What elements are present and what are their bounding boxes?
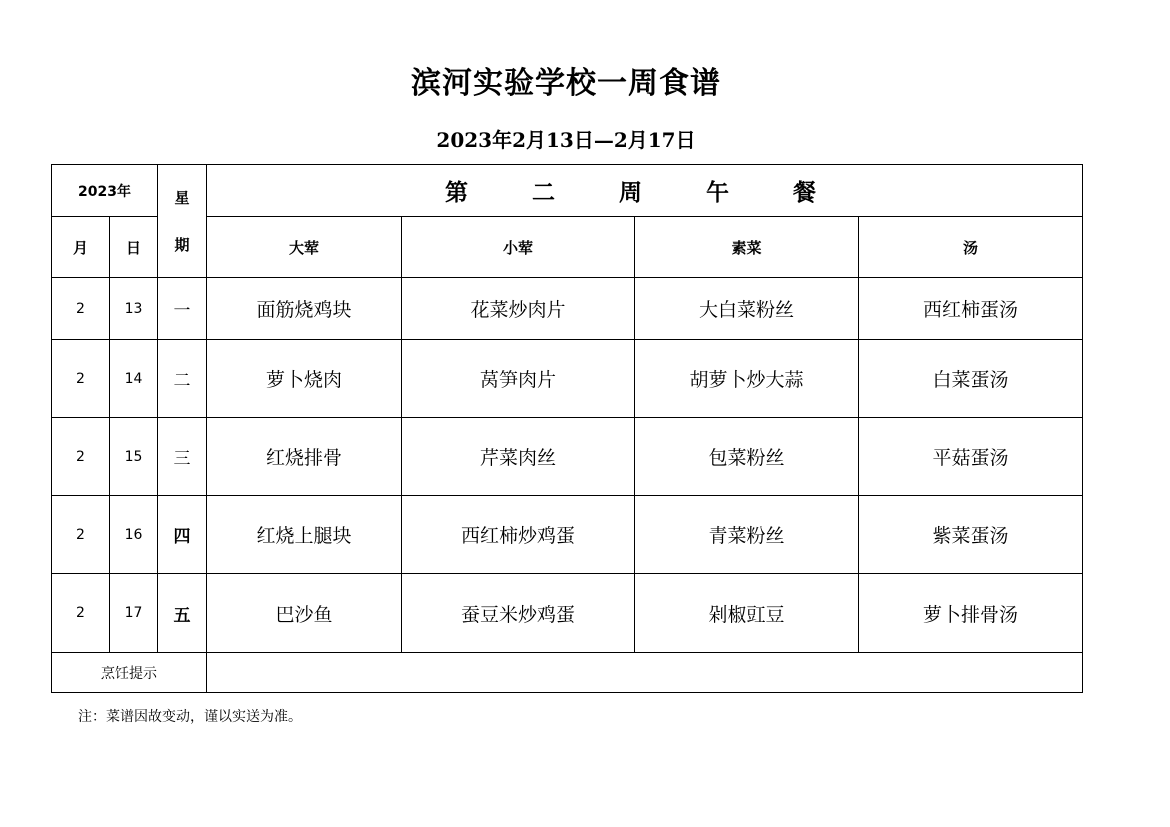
side-meat-dish: 花菜炒肉片 [402, 278, 635, 340]
month-cell: 2 [52, 278, 110, 340]
main-meat-dish: 巴沙鱼 [207, 574, 402, 653]
month-cell: 2 [52, 340, 110, 418]
day-header: 日 [110, 217, 158, 278]
month-cell: 2 [52, 574, 110, 653]
column-header-vegetable: 素菜 [635, 217, 859, 278]
footnote: 注：菜谱因故变动，谨以实送为准。 [78, 709, 302, 725]
side-meat-dish: 西红柿炒鸡蛋 [402, 496, 635, 574]
table-row [52, 278, 1083, 340]
year-header: 2023年 [52, 165, 158, 217]
side-meat-dish: 芹菜肉丝 [402, 418, 635, 496]
month-header: 月 [52, 217, 110, 278]
header-row-1 [52, 165, 1083, 217]
soup-dish: 平菇蛋汤 [859, 418, 1083, 496]
month-cell: 2 [52, 418, 110, 496]
tips-row [52, 653, 1083, 693]
day-cell: 13 [110, 278, 158, 340]
table-row [52, 496, 1083, 574]
day-cell: 17 [110, 574, 158, 653]
header-row-2 [52, 217, 1083, 278]
weekday-cell: 一 [158, 278, 207, 340]
meal-header: 第 二 周 午 餐 [207, 165, 1083, 217]
menu-table [51, 164, 1083, 693]
table-row [52, 574, 1083, 653]
vegetable-dish: 剁椒豇豆 [635, 574, 859, 653]
vegetable-dish: 大白菜粉丝 [635, 278, 859, 340]
day-cell: 14 [110, 340, 158, 418]
weekday-header-line2: 期 [174, 236, 190, 254]
column-header-side-meat: 小荤 [402, 217, 635, 278]
cooking-tips-value [207, 653, 1083, 693]
side-meat-dish: 蚕豆米炒鸡蛋 [402, 574, 635, 653]
main-meat-dish: 红烧排骨 [207, 418, 402, 496]
table-row [52, 340, 1083, 418]
weekday-cell: 五 [158, 574, 207, 653]
main-meat-dish: 红烧上腿块 [207, 496, 402, 574]
main-meat-dish: 萝卜烧肉 [207, 340, 402, 418]
date-range: 2023年2月13日—2月17日 [436, 128, 696, 152]
vegetable-dish: 胡萝卜炒大蒜 [635, 340, 859, 418]
cooking-tips-label: 烹饪提示 [52, 653, 207, 693]
day-cell: 16 [110, 496, 158, 574]
weekday-header [158, 165, 207, 278]
weekday-cell: 二 [158, 340, 207, 418]
soup-dish: 西红柿蛋汤 [859, 278, 1083, 340]
soup-dish: 白菜蛋汤 [859, 340, 1083, 418]
main-meat-dish: 面筋烧鸡块 [207, 278, 402, 340]
side-meat-dish: 莴笋肉片 [402, 340, 635, 418]
soup-dish: 萝卜排骨汤 [859, 574, 1083, 653]
month-cell: 2 [52, 496, 110, 574]
page-title: 滨河实验学校一周食谱 [411, 66, 721, 101]
table-row [52, 418, 1083, 496]
weekday-cell: 四 [158, 496, 207, 574]
soup-dish: 紫菜蛋汤 [859, 496, 1083, 574]
weekday-header-line1: 星 [174, 189, 190, 207]
column-header-main-meat: 大荤 [207, 217, 402, 278]
weekday-cell: 三 [158, 418, 207, 496]
column-header-soup: 汤 [859, 217, 1083, 278]
day-cell: 15 [110, 418, 158, 496]
vegetable-dish: 包菜粉丝 [635, 418, 859, 496]
vegetable-dish: 青菜粉丝 [635, 496, 859, 574]
